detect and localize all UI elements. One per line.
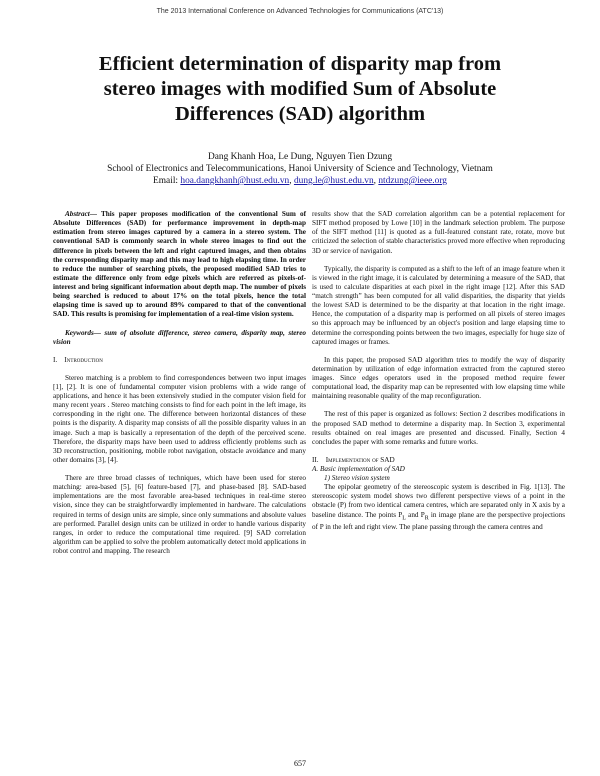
title-line: Differences (SAD) algorithm — [174, 103, 426, 125]
left-column — [53, 210, 306, 556]
email-label: Email: — [153, 176, 179, 186]
paragraph: In this paper, the proposed SAD algorithm tries to modify the way of disparity determination by utilization of edge information extracted from the captured stereo images. Since edges operators used in the proposed method require fewer computational load, the disparity map can be represented with low elapsing time while maintaining reasonable quality of the map reconfiguration. — [312, 355, 565, 401]
author-emails: Email: hoa.dangkhanh@hust.edu.vn, dung.le@hust.edu.vn, ntdzung@ieee.org — [153, 176, 447, 186]
conference-header: The 2013 International Conference on Advanced Technologies for Communications (ATC'13) — [156, 8, 444, 15]
right-column — [312, 210, 565, 532]
paragraph: There are three broad classes of techniques, which have been used for stereo matching: area-based [5], [6] feature-based [7], and phase-based [8]. SAD-based implementations are the most favorable area-based techniques in real-time stereo vision, since they can be straightforwardly implemented in hardware. The calculations required in terms of design units are simple, since only summations and absolute values are performed. Parallel design units can be utilized in order to handle various disparity ranges, in order to reduce the computational time required. [9] SAD correlation algorithm can be applied to solve the problem automatically detect mold applications in robot control and mapping. The research — [53, 474, 306, 555]
keywords — [53, 329, 306, 347]
abstract — [53, 210, 306, 320]
abstract-dash: — — [89, 210, 101, 218]
section-heading — [312, 456, 565, 465]
paragraph-text: and P — [405, 510, 425, 519]
paper-title — [40, 52, 560, 127]
keywords-text: — sum of absolute difference, stereo camera, disparity map, stereo vision — [53, 328, 306, 346]
subsubsection-heading: 1) Stereo vision system — [324, 474, 390, 482]
author-block — [40, 151, 560, 187]
paragraph: Stereo matching is a problem to find correspondences between two input images [1], [2]. It is one of fundamental computer vision problems with a wide range of applications, and hence it has been extensively studied in the computer vision field for many recent years . Stereo matching consists to find for each point in the left image, its corresponding in the right one. The difference between horizontal distances of these points is the disparity. A disparity map consists of all the possible disparity values in an image. Such a map is basically a representation of the depth of the perceived scene. Therefore, the disparity maps have been used to address efficiently problems such as 3D reconstruction, positioning, mobile robot navigation, obstacle avoidance and many other domains [3], [4]. — [53, 373, 306, 464]
author-names: Dang Khanh Hoa, Le Dung, Nguyen Tien Dzung — [207, 152, 393, 162]
paragraph — [312, 483, 565, 532]
page-number: 657 — [294, 759, 306, 768]
section-title: Implementation of SAD — [325, 455, 395, 464]
section-title: Introduction — [64, 355, 103, 364]
paragraph: The rest of this paper is organized as follows: Section 2 describes modifications in the proposed SAD method to determine a disparity map. In Section 3, experimental results obtained on real images are presented and discussed. Finally, Section 4 concludes the paper with some remarks and future works. — [312, 410, 565, 446]
author-affiliation: School of Electronics and Telecommunications, Hanoi University of Science and Technology, Vietnam — [107, 164, 493, 174]
subscript: R — [424, 514, 429, 521]
title-line: stereo images with modified Sum of Absolute — [103, 78, 497, 100]
section-heading — [53, 356, 306, 365]
email-link[interactable]: ntdzung@ieee.org — [378, 176, 447, 186]
email-link[interactable]: hoa.dangkhanh@hust.edu.vn — [180, 176, 290, 186]
paragraph-text: in image plane are the perspective projections of P in the left and right view. The plane passing through the camera centres and — [312, 510, 566, 532]
paragraph: results show that the SAD correlation algorithm can be a potential replacement for SIFT method proposed by Lowe [10] in the landmark selection problem. The purpose of the SIFT method [11] is quoted as a full-featured constant rate, rotate, move but criticized the selection of stable characteristics proved more effective when reproducing 3D or service of navigation. — [312, 210, 565, 255]
abstract-label: Abstract — [65, 210, 90, 218]
paragraph-text: The epipolar geometry of the stereoscopic system is described in Fig. 1[13]. The stereoscopic system model shows two different perspective views of a point in the obstacle (P) from two identical camera centres, which are separated only in X axis by a baseline distance. The points P — [312, 483, 565, 519]
abstract-text: This paper proposes modification of the conventional Sum of Absolute Differences (SAD) for performance improvement in depth-map estimation from stereo images captured by a camera in a stereo system. The conventional SAD is commonly search in whole stereo images to find out the difference in pixels between the left and right captured images, and then obtains the corresponding disparity map and this may lead to high elapsing time. In order to reduce the number of searching pixels, the proposed modified SAD tries to estimate the difference only from edge pixels which are referred as pixels-of-interest and bring significant information about depth map. The number of pixels being searched is reduced to about 17% on the total pixels, hence the total elapsing time is saved up to around 89% compared to that of the conventional SAD. This results is promising for implementation of a real-time vision system. — [53, 210, 307, 319]
email-link[interactable]: dung.le@hust.edu.vn — [293, 176, 374, 186]
title-line: Efficient determination of disparity map from — [98, 53, 502, 75]
keywords-label: Keywords — [65, 328, 94, 337]
subsection-heading: A. Basic implementation of SAD — [312, 464, 405, 473]
section-number: II. — [312, 455, 319, 464]
paragraph: Typically, the disparity is computed as a shift to the left of an image feature when it is viewed in the right image, it is calculated by determining a measure of the SAD, that is used to calculate disparities at each pixel in the right image [12]. After this SAD “match strength” has been computed for all valid disparities, the disparity that yields the lowest SAD is determined to be the disparity at that location in the right image. Hence, the computation of a disparity map is performed on all pixels of stereo images so this approach may be influenced by an object's position and large elapsing time to determine the corresponding points between the two images, especially for huge size of captured images or frames. — [312, 264, 565, 346]
subscript: L — [402, 514, 406, 521]
section-number: I. — [53, 355, 58, 364]
